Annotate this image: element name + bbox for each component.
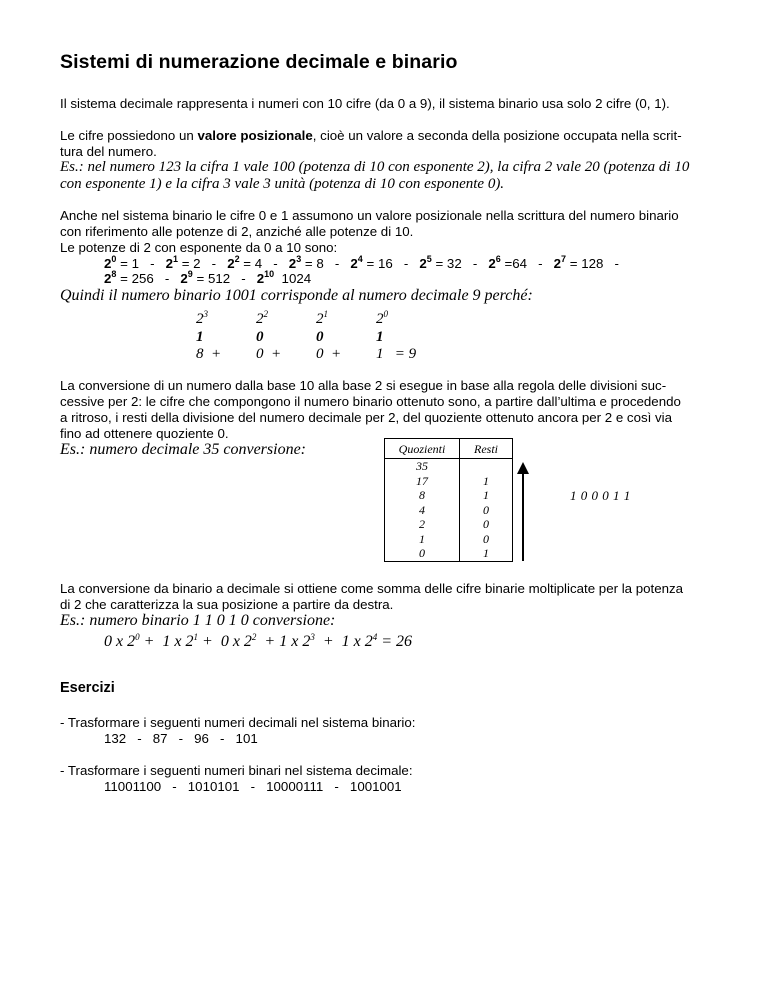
esempio-123-line2: con esponente 1) e la cifra 3 vale 3 unità (potenza di 10 con esponente 0). [60,176,505,192]
table-row: 8 1 [385,488,513,503]
valore-posizionale-bold: valore posizionale [197,128,313,143]
power-exponent: 3 [296,254,302,264]
power-value: = 128 [566,256,604,271]
power-base: 2 [419,256,427,271]
esercizio-1-values: 132 - 87 - 96 - 101 [104,731,258,746]
quindi-text: Quindi il numero binario 1001 corrisponde al numero decimale 9 perché: [60,287,533,304]
binary-result: 1 0 0 0 1 1 [570,488,631,503]
power-exponent: 10 [264,269,275,279]
power-exponent: 1 [173,254,179,264]
grid-power-exponent: 3 [203,309,208,319]
division-table [384,438,513,562]
formula-exponent: 4 [372,632,378,642]
bin-to-dec-line1: La conversione da binario a decimale si ottiene come somma delle cifre binarie moltiplicate per la potenza [60,581,684,596]
power-base: 2 [227,256,235,271]
header-quozienti: Quozienti [385,439,460,459]
power-separator: - [461,256,489,271]
power-base: 2 [256,271,265,286]
power-base: 2 [104,256,112,271]
power-separator: - [392,256,420,271]
header-resti: Resti [460,439,513,459]
powers-row-2 [104,271,311,287]
page-title: Sistemi di numerazione decimale e binario [60,51,458,73]
power-base: 2 [553,256,562,271]
grid-sum-term: 1 = 9 [376,346,417,362]
esempio-123-line1: Es.: nel numero 123 la cifra 1 vale 100 (potenza di 10 con esponente 2), la cifra 2 vale 20 (potenza di 10 [60,159,690,175]
esercizio-2-text: - Trasformare i seguenti numeri binari nel sistema decimale: [60,763,413,778]
grid-power-exponent: 0 [383,309,388,319]
power-exponent: 5 [426,254,432,264]
power-separator: - [138,256,166,271]
power-separator: - [603,256,630,271]
esempio-35-text: Es.: numero decimale 35 conversione: [60,441,306,458]
table-row: 1 0 [385,532,513,547]
table-row: 35 [385,459,513,474]
table-row: 17 1 [385,474,513,489]
power-value: = 4 [239,256,263,271]
grid-digit: 0 [316,329,324,345]
power-base: 2 [180,271,188,286]
power-base: 2 [104,271,112,286]
grid-power-exponent: 1 [323,309,328,319]
binario-line3: Le potenze di 2 con esponente da 0 a 10 sono: [60,240,338,255]
esercizio-2-values: 11001100 - 1010101 - 10000111 - 1001001 [104,779,402,794]
esempio-binario-text: Es.: numero binario 1 1 0 1 0 conversione: [60,612,336,629]
binario-line2: con riferimento alle potenze di 2, anziché alle potenze di 10. [60,224,414,239]
grid-power: $2^2$ [256,309,268,327]
grid-power-exponent: 2 [263,309,268,319]
power-separator: - [262,256,289,271]
powers-row-1 [104,256,630,272]
conversione-line3: a ritroso, i resti della divisione del numero decimale per 2, del quoziente ottenuto ancora per 2 e così via [60,410,673,425]
power-exponent: 9 [187,269,193,279]
posizionale-line2: tura del numero. [60,144,157,159]
grid-sum-term: 8 + [196,346,222,362]
power-exponent: 8 [111,269,117,279]
power-exponent: 6 [495,254,501,264]
table-row: 4 0 [385,503,513,518]
grid-sum-term: 0 + [256,346,282,362]
power-base: 2 [288,256,297,271]
grid-digit: 1 [196,329,204,345]
power-value: = 16 [362,256,393,271]
power-value: = 256 [116,271,154,286]
table-row: 2 0 [385,517,513,532]
power-separator: - [153,271,181,286]
power-value: =64 [500,256,528,271]
grid-digit: 1 [376,329,384,345]
table-row: 0 1 [385,546,513,561]
grid-power: $2^3$ [196,309,208,327]
power-exponent: 2 [234,254,240,264]
power-separator: - [323,256,351,271]
power-base: 2 [165,256,173,271]
grid-sum-row [196,346,476,366]
posizionale-line1: Le cifre possiedono un valore posizionale, cioè un valore a seconda della posizione occupata nella scrit- [60,128,682,143]
binario-line1: Anche nel sistema binario le cifre 0 e 1 assumono un valore posizionale nella scrittura del numero binario [60,208,679,223]
power-base: 2 [488,256,496,271]
power-exponent: 0 [111,254,117,264]
power-separator: - [527,256,554,271]
grid-power: $2^0$ [376,309,388,327]
grid-digit: 0 [256,329,264,345]
formula-exponent: 0 [135,632,140,642]
formula-exponent: 3 [310,632,315,642]
conversione-line1: La conversione di un numero dalla base 10 alla base 2 si esegue in base alla regola delle divisioni suc- [60,378,667,393]
intro-text: Il sistema decimale rappresenta i numeri con 10 cifre (da 0 a 9), il sistema binario usa solo 2 cifre (0, 1). [60,96,670,111]
power-separator: - [200,256,228,271]
power-separator: - [230,271,257,286]
bin-to-dec-line2: di 2 che caratterizza la sua posizione a partire da destra. [60,597,394,612]
formula-exponent: 2 [251,632,257,642]
power-base: 2 [350,256,358,271]
power-value: = 1 [116,256,139,271]
grid-powers-row [196,311,456,331]
power-value: = 32 [431,256,462,271]
power-value: = 512 [192,271,231,286]
power-value: = 8 [301,256,324,271]
read-upward-arrow-icon [516,462,530,562]
esercizi-heading: Esercizi [60,680,115,696]
conversione-line2: cessive per 2: le cifre che compongono il numero binario ottenuto sono, a partire dall’ultima e procedendo [60,394,681,409]
power-exponent: 7 [561,254,567,264]
formula-26: 0 x $2^0 + 1$ x $2^1 + 0$ x $2^2 + 1$ x $2^3 + 1$ x $2^4 = 26$ [104,632,413,650]
grid-power: $2^1$ [316,309,328,327]
formula-exponent: 1 [193,632,199,642]
power-value: 1024 [274,271,312,286]
esercizio-1-text: - Trasformare i seguenti numeri decimali nel sistema binario: [60,715,416,730]
grid-sum-term: 0 + [316,346,342,362]
conversione-line4: fino ad ottenere quoziente 0. [60,426,229,441]
power-value: = 2 [178,256,201,271]
power-exponent: 4 [357,254,363,264]
